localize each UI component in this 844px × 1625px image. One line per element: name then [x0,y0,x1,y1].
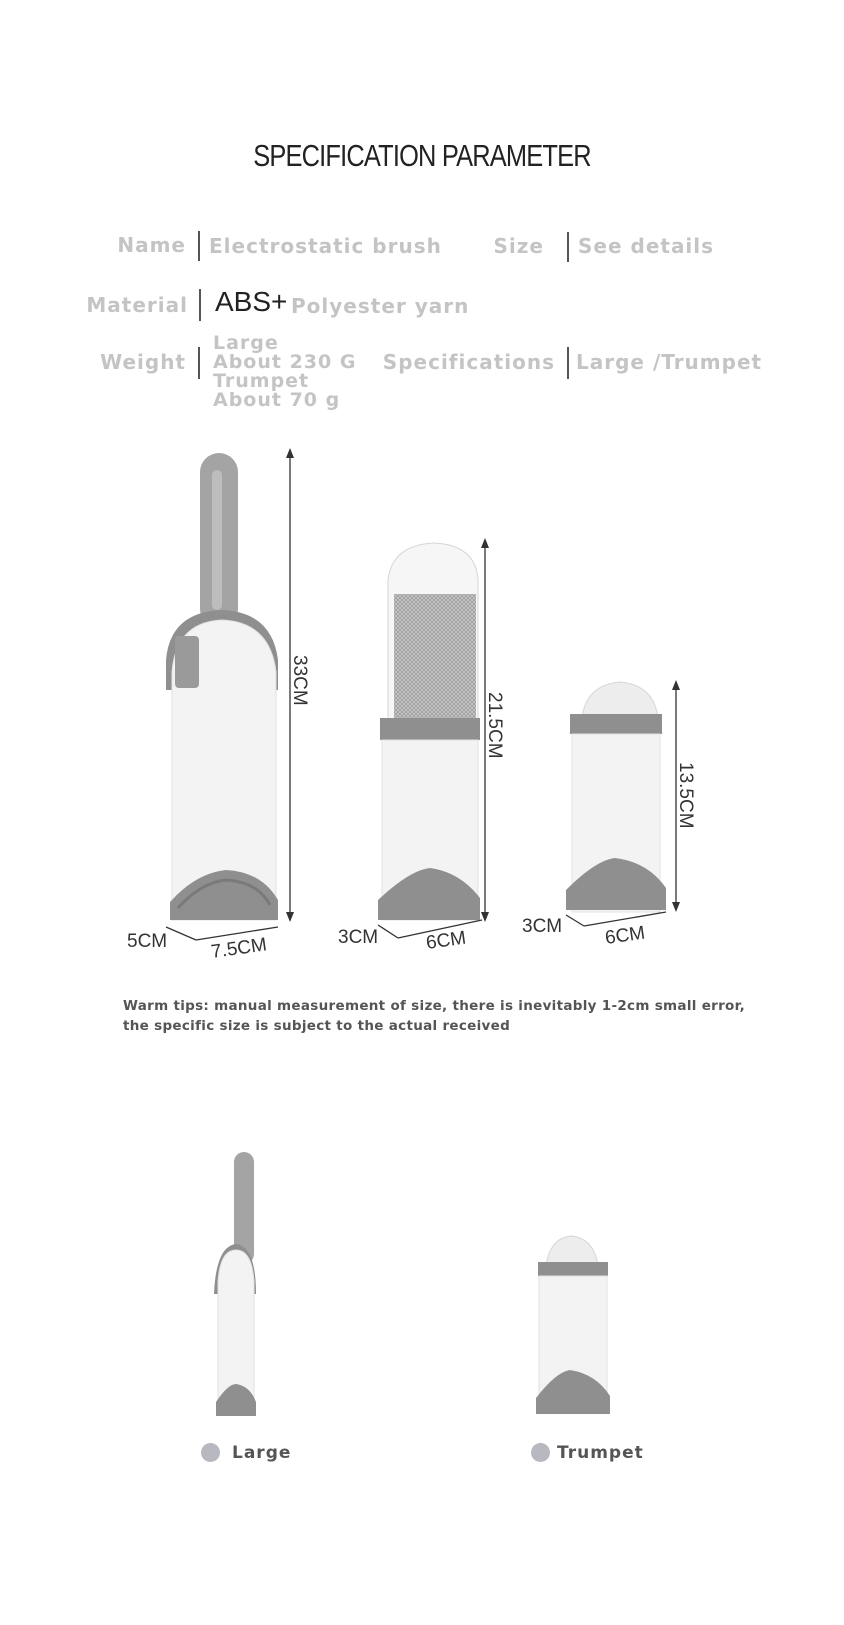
name-value: Electrostatic brush [209,234,442,258]
size-label: Size [493,234,544,258]
small-height-label: 13.5CM [675,762,696,829]
medium-brush-image [378,543,480,920]
size-value: See details [578,234,715,258]
large-depth-label: 5CM [127,931,168,952]
large-label: Large [232,1443,292,1463]
medium-depth-label: 3CM [338,927,379,948]
name-label: Name [117,233,186,257]
warm-tips [123,996,745,1036]
large-width-label: 7.5CM [209,934,269,963]
trumpet-product-image [536,1236,610,1414]
trumpet-label: Trumpet [557,1443,644,1463]
weight-label: Weight [100,350,186,374]
weight-line: About 70 g [213,389,341,411]
small-width-label: 6CM [603,922,647,949]
large-dot-icon [201,1443,220,1462]
specifications-label: Specifications [382,350,555,374]
large-product-image [214,1152,256,1416]
page-title: SPECIFICATION PARAMETER [253,138,591,173]
large-height-label: 33CM [289,655,310,706]
medium-width-label: 6CM [424,927,468,954]
material-value-main: ABS+ [215,286,288,317]
specifications-value: Large /Trumpet [576,350,763,374]
large-brush-image [166,453,278,920]
small-brush-image [566,682,666,912]
medium-height-label: 21.5CM [484,692,505,759]
warm-tips-line: Warm tips: manual measurement of size, there is inevitably 1-2cm small error, [123,998,746,1014]
material-value-rest: Polyester yarn [291,294,470,318]
weight-line: Large [213,332,279,354]
material-label: Material [86,293,188,317]
trumpet-dot-icon [531,1443,550,1462]
weight-line: Trumpet [213,370,310,392]
weight-line: About 230 G [213,351,357,373]
warm-tips-line: the specific size is subject to the actual received [123,1018,511,1034]
small-depth-label: 3CM [522,916,563,937]
